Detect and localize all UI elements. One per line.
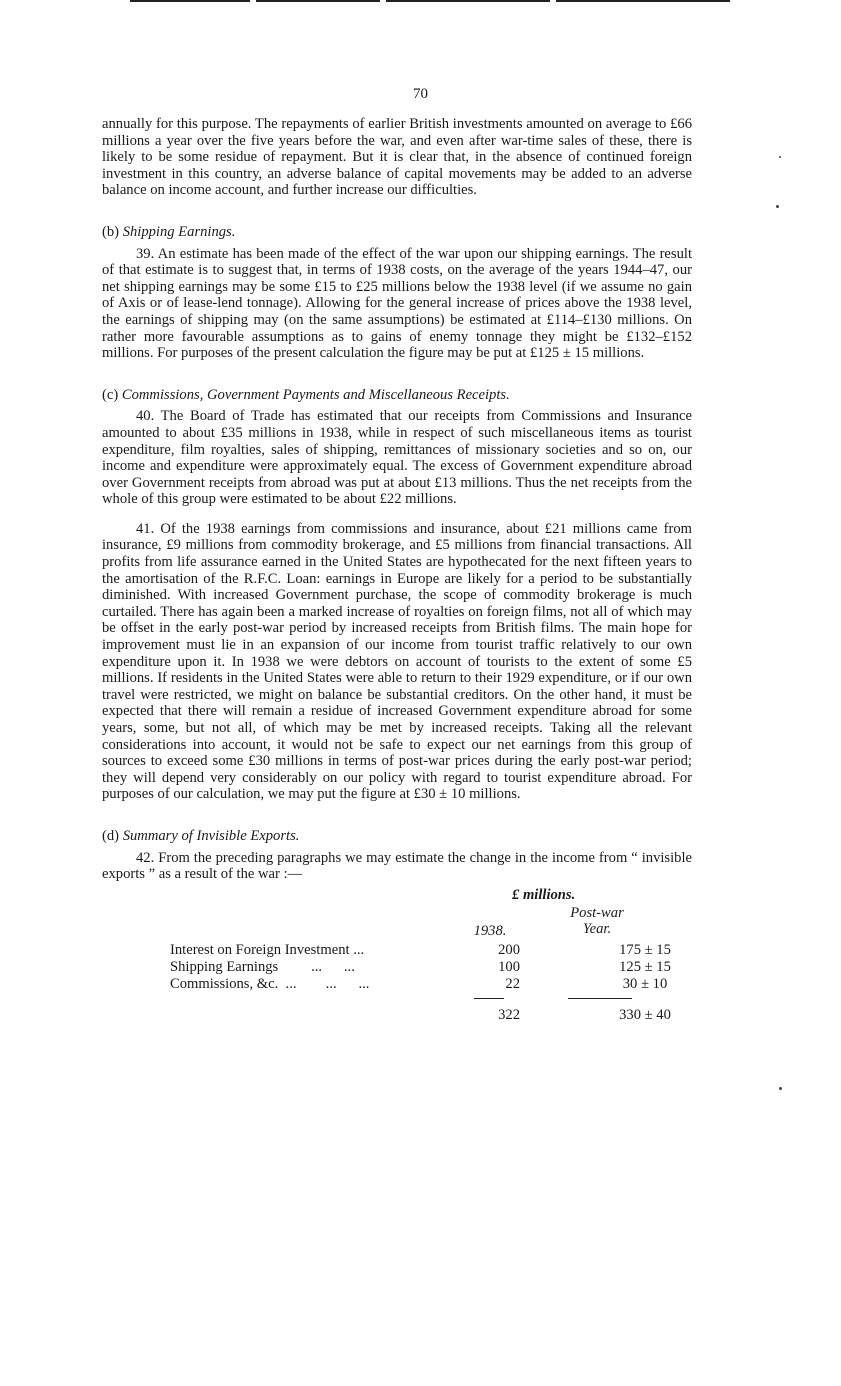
paragraph-41: 41. Of the 1938 earnings from commissions and insurance, about £21 millions came from insurance, £9 millions from commodity brokerage, and £5 millions from financial transactions. All profits from life assurance earned in the United States are hypothecated for the next fifteen years to the amortisation of the R.F.C. Loan: earnings in Europe are likely for a period to be substantially diminished. With increased Government purchase, the scope of commodity brokerage is much curtailed. There has again been a marked increase of royalties on foreign films, not all of which may be offset in the early post-war period by increased receipts from British films. The main hope for improvement must lie in an expansion of our income from tourist traffic relatively to our own expenditure upon it. In 1938 we were debtors on account of tourists to the extent of some £5 millions. If residents in the United States were able to return to their 1929 expenditure, or if our own travel were restricted, we might on balance be substantial creditors. On the other hand, it must be expected that there will remain a residue of increased Government expenditure abroad for some years, some, but not all, of which may be met by increased receipts. Taking all the relevant considerations into account, it would not be safe to expect our net earnings from this group of sources to exceed some £30 millions in terms of post-war prices during the early post-war period; they will depend very considerably on our policy with regard to tourist expenditure abroad. For purposes of our calculation, we may put the figure at £30 ± 10 millions. [102, 520, 692, 803]
scan-speck [776, 205, 779, 208]
sum-rule-1938 [474, 998, 504, 999]
column-header-postwar-line1: Post-war [570, 904, 624, 921]
row-value-1938: 22 [505, 975, 520, 992]
scan-speck [779, 156, 781, 158]
sum-rule-postwar [568, 998, 632, 999]
section-heading-c [102, 387, 692, 404]
section-heading-b [102, 224, 692, 241]
section-letter: (d) [102, 827, 120, 844]
section-heading-d [102, 828, 692, 845]
column-header-postwar [542, 905, 652, 938]
scan-speck [779, 1087, 782, 1090]
row-label: Interest on Foreign Investment ... [170, 941, 365, 958]
row-value-postwar: 125 ± 15 [619, 958, 671, 975]
table-row [170, 941, 671, 959]
column-header-1938: 1938. [473, 922, 507, 939]
section-letter: (b) [102, 223, 120, 240]
paragraph-continuation: annually for this purpose. The repayments of earlier British investments amounted on average to £66 millions a year over the five years before the war, and even after war-time sales of these, there is likely to be some residue of repayment. But it is clear that, in the absence of continued foreign investment in this country, an adverse balance of capital movements may be added to an adverse balance on income account, and further increase our difficulties. [102, 116, 692, 199]
section-letter: (c) [102, 386, 119, 403]
row-value-postwar: 30 ± 10 [622, 975, 668, 992]
table-row [170, 975, 668, 993]
paragraph-39: 39. An estimate has been made of the effect of the war upon our shipping earnings. The result of that estimate is to suggest that, in terms of 1938 costs, on the average of the years 1944–47, our net shipping earnings may be some £15 to £25 millions below the 1938 level (if we assume no gain of Axis or of lease-lend tonnage). Allowing for the general increase of prices above the 1938 level, the earnings of shipping may (on the same assumptions) be estimated at £114–£130 millions. On rather more favourable assumptions as to gains of enemy tonnage they might be £132–£152 millions. For purposes of the present calculation the figure may be put at £125 ± 15 millions. [102, 245, 692, 362]
total-value-postwar: 330 ± 40 [619, 1006, 671, 1023]
page-number: 70 [413, 86, 428, 102]
section-title: Summary of Invisible Exports. [122, 827, 300, 844]
section-title: Shipping Earnings. [122, 223, 236, 240]
row-label: Commissions, &c. ... ... ... [170, 975, 370, 992]
table-total-row [170, 1006, 671, 1024]
invisible-exports-table [102, 887, 692, 1037]
total-value-1938: 322 [498, 1006, 520, 1023]
table-row [170, 958, 671, 976]
row-value-postwar: 175 ± 15 [619, 941, 671, 958]
column-header-postwar-line2: Year. [582, 921, 612, 938]
page-body [102, 116, 692, 1037]
paragraph-40: 40. The Board of Trade has estimated that our receipts from Commissions and Insurance amounted to about £35 millions in 1938, while in respect of such miscellaneous items as tourist expenditure, film royalties, sales of shipping, remittances of missionary societies and so on, our income and expenditure were approximately equal. The excess of Government expenditure abroad over Government receipts from abroad was put at about £13 millions. Thus the net receipts from the whole of this group were estimated to be about £22 millions. [102, 408, 692, 508]
row-value-1938: 200 [498, 941, 520, 958]
top-rule [130, 0, 730, 2]
table-unit-label: £ millions. [512, 886, 576, 903]
row-value-1938: 100 [498, 958, 520, 975]
row-label: Shipping Earnings ... ... [170, 958, 355, 975]
paragraph-42: 42. From the preceding paragraphs we may estimate the change in the income from “ invisible exports ” as a result of the war :— [102, 849, 692, 883]
section-title: Commissions, Government Payments and Miscellaneous Receipts. [121, 386, 510, 403]
